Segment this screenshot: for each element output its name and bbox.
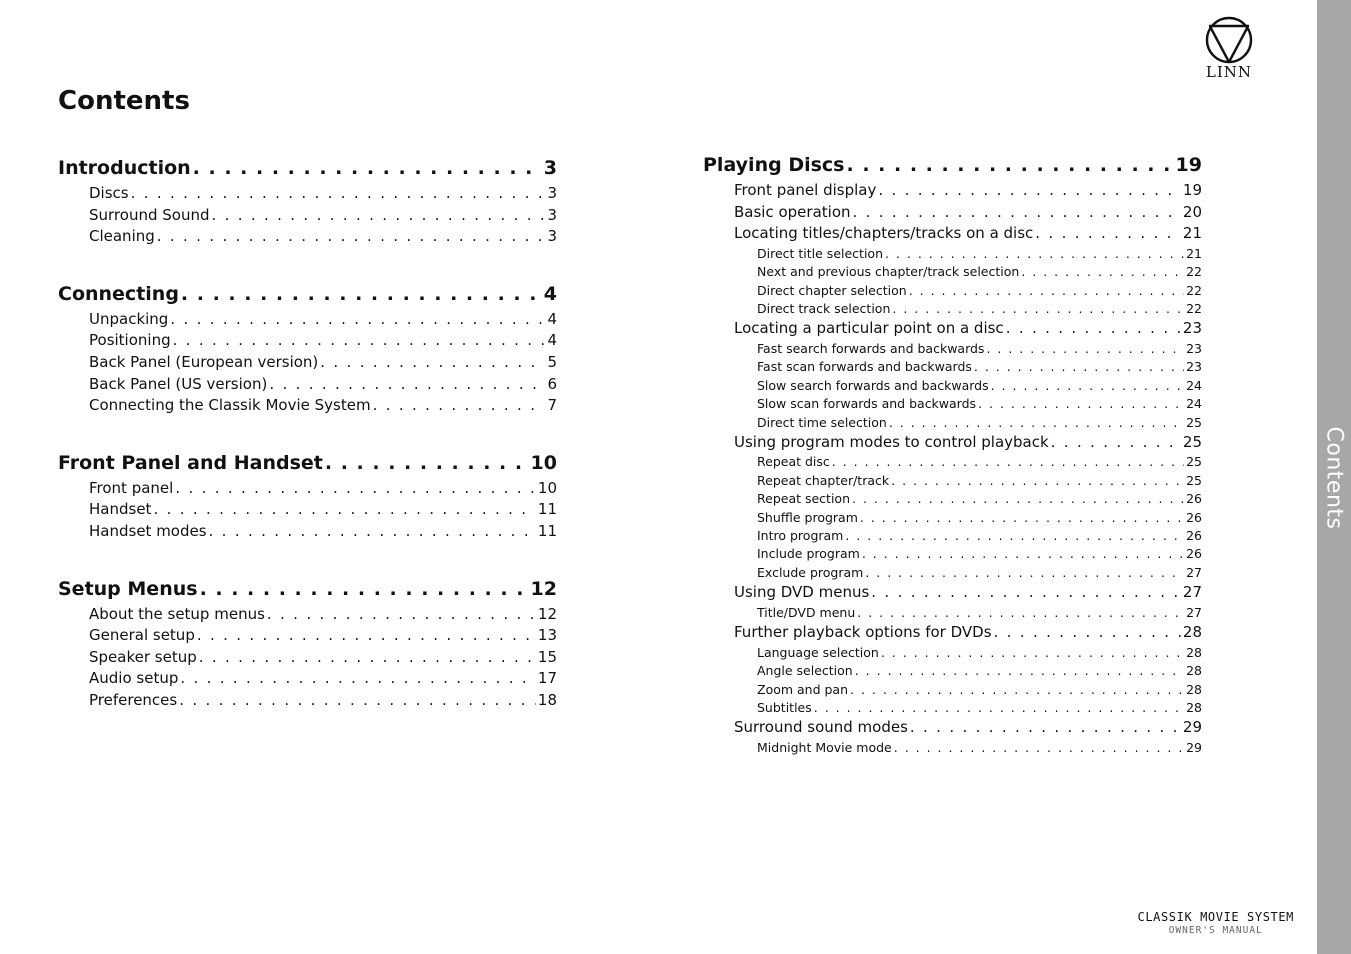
toc-entry-label: Audio setup [89,669,179,688]
toc-chapter-label: Setup Menus [58,577,198,600]
toc-entry-page-number: 21 [1182,224,1202,243]
toc-chapter[interactable] [58,575,557,604]
dot-leader [891,472,1184,490]
toc-subentry-page-number: 26 [1186,528,1202,544]
toc-subentry[interactable] [703,414,1202,432]
toc-subentry[interactable] [703,472,1202,490]
toc-section [58,154,557,248]
page-title: Contents [58,86,190,116]
toc-entry-label: Cleaning [89,227,155,246]
dot-leader [131,183,546,205]
toc-subentry-page-number: 25 [1186,472,1202,488]
toc-entry-label: Back Panel (US version) [89,374,268,393]
toc-entry[interactable] [58,330,557,352]
toc-entry-page-number: 6 [547,374,557,393]
side-tab-label: Contents [1321,426,1347,530]
dot-leader [853,202,1181,224]
toc-subentry[interactable] [703,490,1202,508]
toc-subentry-label: Shuffle program [757,509,858,525]
toc-entry-page-number: 15 [537,647,557,666]
toc-subentry-page-number: 28 [1186,681,1202,697]
toc-subentry-page-number: 23 [1186,359,1202,375]
dot-leader [157,226,546,248]
dot-leader [181,280,542,309]
dot-leader [325,449,529,478]
toc-entry-page-number: 11 [537,500,557,519]
toc-subentry[interactable] [703,377,1202,395]
toc-entry-page-number: 4 [547,331,557,350]
toc-entry-label: Further playback options for DVDs [734,623,992,642]
toc-subentry[interactable] [703,282,1202,300]
toc-subentry-label: Fast search forwards and backwards [757,340,985,356]
toc-entry-label: Discs [89,184,129,202]
toc-subentry[interactable] [703,681,1202,699]
dot-leader [860,509,1184,527]
toc-subentry[interactable] [703,395,1202,413]
section-gap [58,248,557,280]
toc-entry[interactable] [58,226,557,248]
toc-subentry-page-number: 26 [1186,491,1202,507]
dot-leader [173,330,546,352]
dot-leader [200,575,529,604]
toc-entry-page-number: 3 [547,227,557,246]
dot-leader [267,604,536,626]
toc-subentry-label: Slow search forwards and backwards [757,377,989,393]
toc-entry-label: About the setup menus [89,604,265,623]
toc-entry-label: Basic operation [734,202,851,221]
toc-entry[interactable] [58,478,557,500]
toc-chapter-page-number: 19 [1175,154,1202,176]
dot-leader [857,604,1184,622]
toc-entry-label: Positioning [89,331,171,350]
toc-subentry[interactable] [703,662,1202,680]
linn-logo-icon [1205,16,1253,64]
dot-leader [894,739,1184,757]
toc-entry[interactable] [58,668,557,690]
toc-entry[interactable] [703,622,1202,644]
toc-section [58,280,557,417]
dot-leader [170,309,545,331]
toc-chapter-page-number: 12 [530,577,557,600]
toc-subentry-page-number: 22 [1186,282,1202,298]
toc-entry-page-number: 19 [1182,181,1202,199]
dot-leader [846,151,1173,180]
toc-chapter[interactable] [58,280,557,309]
toc-entry-page-number: 7 [547,396,557,415]
section-gap [58,543,557,575]
toc-entry[interactable] [703,432,1202,454]
dot-leader [153,499,535,521]
toc-subentry[interactable] [703,453,1202,471]
toc-entry-page-number: 23 [1182,319,1202,338]
footer-title: CLASSIK MOVIE SYSTEM [1137,910,1294,924]
toc-subentry-label: Repeat disc [757,454,830,470]
toc-entry[interactable] [58,183,557,205]
toc-entry-page-number: 25 [1182,432,1202,451]
toc-entry-label: Locating titles/chapters/tracks on a disc [734,224,1034,243]
toc-entry[interactable] [703,717,1202,739]
footer-subtitle: OWNER'S MANUAL [1168,925,1263,936]
toc-subentry[interactable] [703,564,1202,582]
toc-subentry-label: Exclude program [757,564,864,580]
toc-subentry-page-number: 28 [1186,699,1202,715]
dot-leader [1035,223,1181,245]
toc-chapter-page-number: 3 [543,157,557,179]
toc-entry-page-number: 3 [547,184,557,202]
logo-wordmark: LINN [1205,63,1253,81]
toc-subentry-label: Angle selection [757,663,853,679]
toc-subentry-page-number: 25 [1186,454,1202,470]
dot-leader [832,453,1184,471]
toc-entry[interactable] [703,202,1202,224]
toc-subentry-label: Title/DVD menu [757,604,856,620]
toc-chapter-label: Connecting [58,282,179,305]
toc-subentry-label: Direct chapter selection [757,282,907,298]
toc-entry-page-number: 3 [547,205,557,224]
dot-leader [986,340,1184,358]
dot-leader [209,521,536,543]
toc-subentry[interactable] [703,699,1202,717]
linn-logo [1203,16,1255,81]
toc-section [703,151,1202,757]
toc-entry-page-number: 29 [1182,718,1202,737]
toc-entry[interactable] [703,223,1202,245]
dot-leader [814,699,1184,717]
toc-subentry[interactable] [703,263,1202,281]
toc-chapter[interactable] [58,449,557,478]
toc-subentry-page-number: 26 [1186,509,1202,525]
toc-entry[interactable] [58,395,557,417]
toc-subentry-page-number: 24 [1186,377,1202,393]
toc-entry-page-number: 13 [537,626,557,645]
toc-chapter-label: Introduction [58,157,191,179]
toc-entry-page-number: 27 [1182,583,1202,602]
toc-subentry-label: Direct time selection [757,414,887,430]
toc-entry-page-number: 11 [537,521,557,540]
toc-subentry-label: Fast scan forwards and backwards [757,359,972,375]
toc-chapter[interactable] [58,154,557,183]
toc-entry-label: General setup [89,626,195,645]
toc-entry-page-number: 12 [537,604,557,623]
dot-leader [909,282,1184,300]
dot-leader [871,582,1181,604]
dot-leader [845,527,1184,545]
toc-entry[interactable] [58,352,557,374]
toc-entry-label: Locating a particular point on a disc [734,319,1004,338]
toc-subentry[interactable] [703,509,1202,527]
toc-entry[interactable] [58,205,557,227]
toc-entry-page-number: 20 [1182,202,1202,221]
toc-subentry-page-number: 21 [1186,245,1202,261]
toc-subentry[interactable] [703,300,1202,318]
dot-leader [1051,432,1181,454]
toc-subentry[interactable] [703,527,1202,545]
dot-leader [197,625,536,647]
toc-entry[interactable] [703,180,1202,202]
toc-subentry-page-number: 27 [1186,564,1202,580]
toc-entry-label: Unpacking [89,309,169,328]
toc-subentry-label: Repeat chapter/track [757,472,890,488]
dot-leader [889,414,1184,432]
dot-leader [180,668,536,690]
dot-leader [885,245,1184,263]
dot-leader [850,681,1184,699]
toc-left-column [58,154,557,712]
toc-subentry-label: Intro program [757,528,844,544]
toc-subentry-page-number: 28 [1186,644,1202,660]
toc-entry-label: Handset modes [89,521,207,540]
toc-subentry-page-number: 29 [1186,739,1202,755]
toc-entry[interactable] [58,499,557,521]
toc-subentry-page-number: 25 [1186,414,1202,430]
dot-leader [892,300,1184,318]
toc-entry[interactable] [58,309,557,331]
toc-subentry[interactable] [703,340,1202,358]
dot-leader [320,352,545,374]
toc-entry-label: Speaker setup [89,647,197,666]
toc-subentry-label: Zoom and pan [757,681,849,697]
toc-entry-label: Using program modes to control playback [734,432,1049,451]
toc-chapter-label: Front Panel and Handset [58,451,323,474]
toc-entry[interactable] [703,318,1202,340]
toc-entry-label: Surround Sound [89,205,210,224]
toc-entry[interactable] [703,582,1202,604]
toc-entry[interactable] [58,625,557,647]
toc-subentry-label: Direct title selection [757,245,883,261]
dot-leader [862,545,1184,563]
toc-subentry-label: Include program [757,546,860,562]
toc-entry-page-number: 18 [537,690,557,709]
toc-entry-page-number: 17 [537,669,557,688]
toc-subentry-page-number: 28 [1186,663,1202,679]
dot-leader [1021,263,1184,281]
dot-leader [978,395,1184,413]
toc-subentry[interactable] [703,358,1202,376]
toc-entry-label: Surround sound modes [734,718,908,737]
toc-entry-page-number: 5 [547,352,557,371]
toc-chapter-page-number: 10 [530,451,557,474]
toc-subentry-label: Direct track selection [757,300,891,316]
toc-subentry[interactable] [703,604,1202,622]
toc-chapter-page-number: 4 [543,282,557,305]
toc-entry[interactable] [58,690,557,712]
dot-leader [269,374,545,396]
footer-branding [1138,910,1295,936]
dot-leader [991,377,1184,395]
toc-subentry-label: Subtitles [757,699,812,715]
toc-subentry[interactable] [703,739,1202,757]
toc-subentry-page-number: 24 [1186,396,1202,412]
dot-leader [193,154,542,183]
dot-leader [855,662,1184,680]
toc-entry-page-number: 28 [1182,623,1202,642]
toc-entry-label: Using DVD menus [734,583,870,602]
dot-leader [1006,318,1181,340]
toc-right-column [703,151,1202,757]
toc-entry-label: Front panel display [734,181,877,199]
dot-leader [881,644,1184,662]
toc-chapter[interactable] [703,151,1202,180]
toc-subentry-label: Midnight Movie mode [757,739,892,755]
toc-subentry-label: Language selection [757,644,879,660]
toc-subentry[interactable] [703,245,1202,263]
dot-leader [373,395,546,417]
toc-section [58,575,557,712]
dot-leader [865,564,1184,582]
dot-leader [179,690,536,712]
dot-leader [199,647,536,669]
dot-leader [878,180,1181,202]
dot-leader [910,717,1181,739]
toc-subentry-page-number: 22 [1186,300,1202,316]
toc-chapter-label: Playing Discs [703,154,845,176]
section-gap [58,417,557,449]
toc-subentry-page-number: 26 [1186,546,1202,562]
toc-entry[interactable] [58,374,557,396]
dot-leader [974,358,1184,376]
toc-subentry[interactable] [703,545,1202,563]
toc-entry-label: Back Panel (European version) [89,352,319,371]
toc-entry-label: Front panel [89,478,174,497]
toc-section [58,449,557,543]
toc-entry-page-number: 10 [537,478,557,497]
toc-subentry-label: Slow scan forwards and backwards [757,396,977,412]
toc-subentry-page-number: 27 [1186,604,1202,620]
toc-entry-label: Preferences [89,690,178,709]
dot-leader [211,205,545,227]
toc-entry[interactable] [58,521,557,543]
toc-subentry-page-number: 22 [1186,264,1202,280]
toc-subentry-label: Repeat section [757,491,850,507]
toc-entry-page-number: 4 [547,309,557,328]
toc-entry[interactable] [58,604,557,626]
toc-subentry-label: Next and previous chapter/track selection [757,264,1020,280]
toc-subentry-page-number: 23 [1186,340,1202,356]
dot-leader [852,490,1184,508]
toc-subentry[interactable] [703,644,1202,662]
toc-entry-label: Handset [89,500,152,519]
dot-leader [994,622,1181,644]
toc-entry-label: Connecting the Classik Movie System [89,396,371,415]
toc-entry[interactable] [58,647,557,669]
dot-leader [175,478,536,500]
